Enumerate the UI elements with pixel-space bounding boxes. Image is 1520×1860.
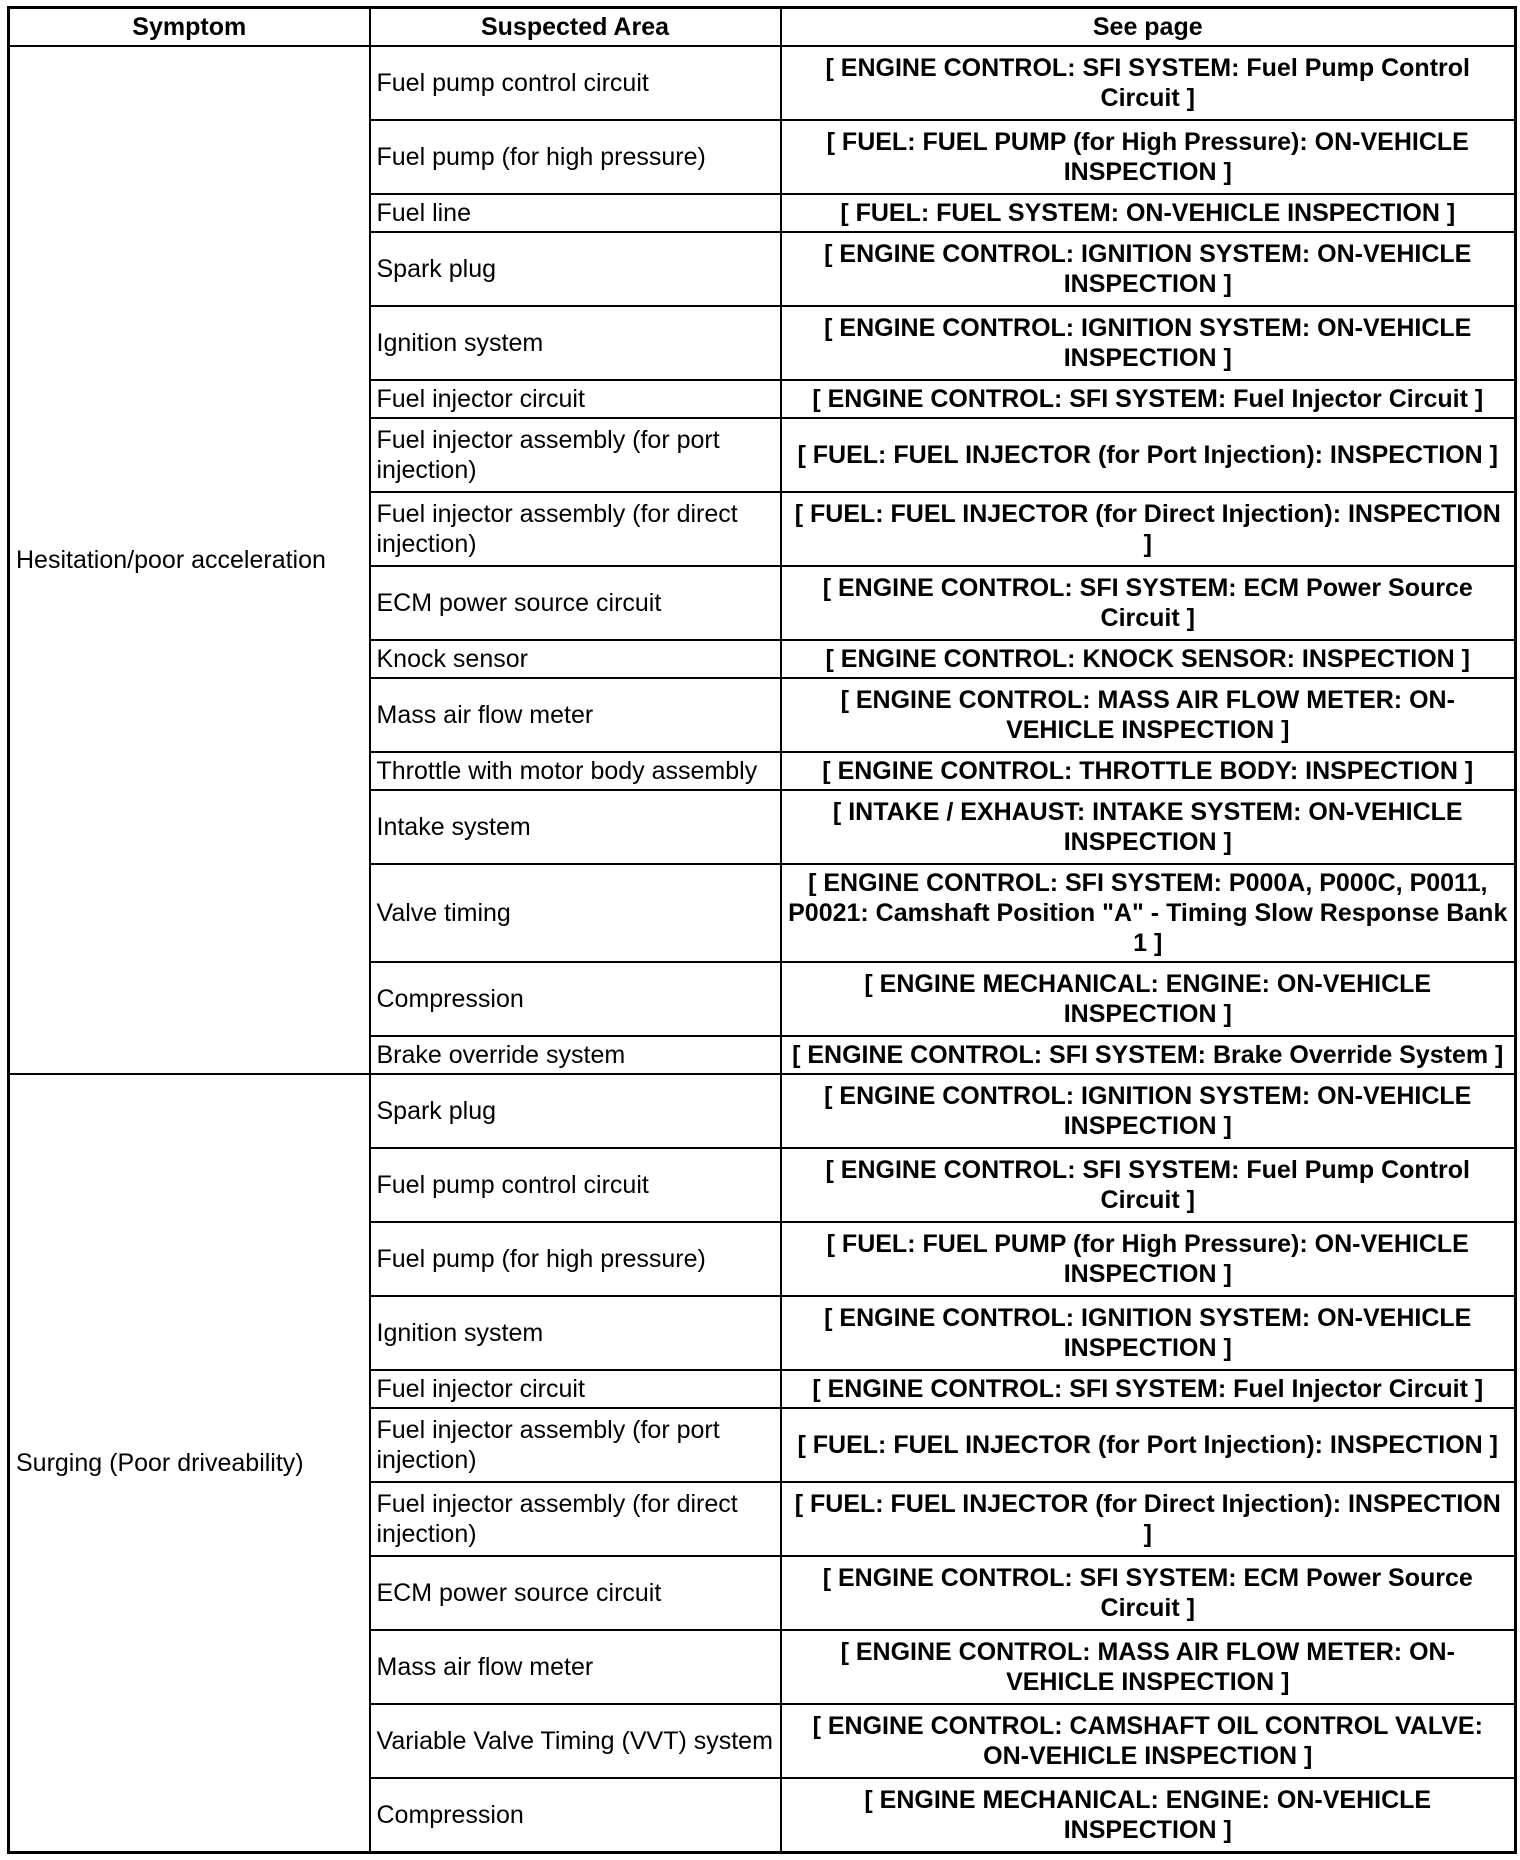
see-page-link[interactable]: [ ENGINE CONTROL: SFI SYSTEM: Brake Override System ] bbox=[781, 1036, 1516, 1074]
see-page-link[interactable]: [ ENGINE CONTROL: CAMSHAFT OIL CONTROL VALVE: ON-VEHICLE INSPECTION ] bbox=[781, 1704, 1516, 1778]
suspected-area-cell: Fuel line bbox=[370, 194, 781, 232]
suspected-area-cell: Valve timing bbox=[370, 864, 781, 962]
suspected-area-cell: Compression bbox=[370, 1778, 781, 1853]
suspected-area-cell: Ignition system bbox=[370, 306, 781, 380]
suspected-area-cell: Mass air flow meter bbox=[370, 678, 781, 752]
symptom-cell: Surging (Poor driveability) bbox=[9, 1074, 370, 1853]
suspected-area-cell: Compression bbox=[370, 962, 781, 1036]
symptom-cell: Hesitation/poor acceleration bbox=[9, 46, 370, 1074]
suspected-area-cell: Intake system bbox=[370, 790, 781, 864]
see-page-link[interactable]: [ FUEL: FUEL PUMP (for High Pressure): ON-VEHICLE INSPECTION ] bbox=[781, 1222, 1516, 1296]
see-page-link[interactable]: [ ENGINE CONTROL: SFI SYSTEM: Fuel Pump Control Circuit ] bbox=[781, 46, 1516, 120]
see-page-link[interactable]: [ FUEL: FUEL INJECTOR (for Port Injection): INSPECTION ] bbox=[781, 1408, 1516, 1482]
see-page-link[interactable]: [ FUEL: FUEL INJECTOR (for Direct Injection): INSPECTION ] bbox=[781, 1482, 1516, 1556]
header-see-page: See page bbox=[781, 8, 1516, 47]
see-page-link[interactable]: [ ENGINE MECHANICAL: ENGINE: ON-VEHICLE INSPECTION ] bbox=[781, 962, 1516, 1036]
suspected-area-cell: ECM power source circuit bbox=[370, 566, 781, 640]
see-page-link[interactable]: [ ENGINE CONTROL: SFI SYSTEM: ECM Power Source Circuit ] bbox=[781, 1556, 1516, 1630]
see-page-link[interactable]: [ FUEL: FUEL INJECTOR (for Direct Injection): INSPECTION ] bbox=[781, 492, 1516, 566]
see-page-link[interactable]: [ ENGINE CONTROL: IGNITION SYSTEM: ON-VEHICLE INSPECTION ] bbox=[781, 306, 1516, 380]
suspected-area-cell: Fuel injector circuit bbox=[370, 380, 781, 418]
suspected-area-cell: Throttle with motor body assembly bbox=[370, 752, 781, 790]
suspected-area-cell: Ignition system bbox=[370, 1296, 781, 1370]
see-page-link[interactable]: [ ENGINE CONTROL: SFI SYSTEM: Fuel Pump Control Circuit ] bbox=[781, 1148, 1516, 1222]
see-page-link[interactable]: [ ENGINE CONTROL: IGNITION SYSTEM: ON-VEHICLE INSPECTION ] bbox=[781, 1296, 1516, 1370]
header-symptom: Symptom bbox=[9, 8, 370, 47]
see-page-link[interactable]: [ ENGINE CONTROL: MASS AIR FLOW METER: ON-VEHICLE INSPECTION ] bbox=[781, 1630, 1516, 1704]
suspected-area-cell: Knock sensor bbox=[370, 640, 781, 678]
suspected-area-cell: Spark plug bbox=[370, 232, 781, 306]
suspected-area-cell: Brake override system bbox=[370, 1036, 781, 1074]
suspected-area-cell: Fuel pump control circuit bbox=[370, 1148, 781, 1222]
suspected-area-cell: Fuel injector assembly (for direct injection) bbox=[370, 1482, 781, 1556]
see-page-link[interactable]: [ ENGINE CONTROL: KNOCK SENSOR: INSPECTION ] bbox=[781, 640, 1516, 678]
suspected-area-cell: Fuel injector assembly (for direct injection) bbox=[370, 492, 781, 566]
table-row bbox=[9, 46, 1516, 120]
see-page-link[interactable]: [ FUEL: FUEL PUMP (for High Pressure): ON-VEHICLE INSPECTION ] bbox=[781, 120, 1516, 194]
suspected-area-cell: Mass air flow meter bbox=[370, 1630, 781, 1704]
see-page-link[interactable]: [ ENGINE CONTROL: IGNITION SYSTEM: ON-VEHICLE INSPECTION ] bbox=[781, 1074, 1516, 1148]
suspected-area-cell: Fuel pump control circuit bbox=[370, 46, 781, 120]
suspected-area-cell: Fuel injector assembly (for port injection) bbox=[370, 1408, 781, 1482]
see-page-link[interactable]: [ ENGINE CONTROL: THROTTLE BODY: INSPECTION ] bbox=[781, 752, 1516, 790]
see-page-link[interactable]: [ FUEL: FUEL SYSTEM: ON-VEHICLE INSPECTION ] bbox=[781, 194, 1516, 232]
see-page-link[interactable]: [ ENGINE CONTROL: SFI SYSTEM: Fuel Injector Circuit ] bbox=[781, 380, 1516, 418]
see-page-link[interactable]: [ INTAKE / EXHAUST: INTAKE SYSTEM: ON-VEHICLE INSPECTION ] bbox=[781, 790, 1516, 864]
table-row bbox=[9, 1074, 1516, 1148]
see-page-link[interactable]: [ ENGINE CONTROL: MASS AIR FLOW METER: ON-VEHICLE INSPECTION ] bbox=[781, 678, 1516, 752]
see-page-link[interactable]: [ ENGINE CONTROL: SFI SYSTEM: Fuel Injector Circuit ] bbox=[781, 1370, 1516, 1408]
suspected-area-cell: ECM power source circuit bbox=[370, 1556, 781, 1630]
see-page-link[interactable]: [ ENGINE CONTROL: SFI SYSTEM: P000A, P000C, P0011, P0021: Camshaft Position "A" - Timing Slow Response Bank 1 ] bbox=[781, 864, 1516, 962]
suspected-area-cell: Fuel pump (for high pressure) bbox=[370, 120, 781, 194]
suspected-area-cell: Fuel pump (for high pressure) bbox=[370, 1222, 781, 1296]
troubleshooting-table bbox=[7, 6, 1517, 1854]
suspected-area-cell: Fuel injector circuit bbox=[370, 1370, 781, 1408]
suspected-area-cell: Variable Valve Timing (VVT) system bbox=[370, 1704, 781, 1778]
see-page-link[interactable]: [ ENGINE MECHANICAL: ENGINE: ON-VEHICLE INSPECTION ] bbox=[781, 1778, 1516, 1853]
see-page-link[interactable]: [ FUEL: FUEL INJECTOR (for Port Injection): INSPECTION ] bbox=[781, 418, 1516, 492]
suspected-area-cell: Fuel injector assembly (for port injection) bbox=[370, 418, 781, 492]
table-body bbox=[9, 46, 1516, 1853]
header-suspected-area: Suspected Area bbox=[370, 8, 781, 47]
header-row bbox=[9, 8, 1516, 47]
see-page-link[interactable]: [ ENGINE CONTROL: SFI SYSTEM: ECM Power Source Circuit ] bbox=[781, 566, 1516, 640]
see-page-link[interactable]: [ ENGINE CONTROL: IGNITION SYSTEM: ON-VEHICLE INSPECTION ] bbox=[781, 232, 1516, 306]
suspected-area-cell: Spark plug bbox=[370, 1074, 781, 1148]
